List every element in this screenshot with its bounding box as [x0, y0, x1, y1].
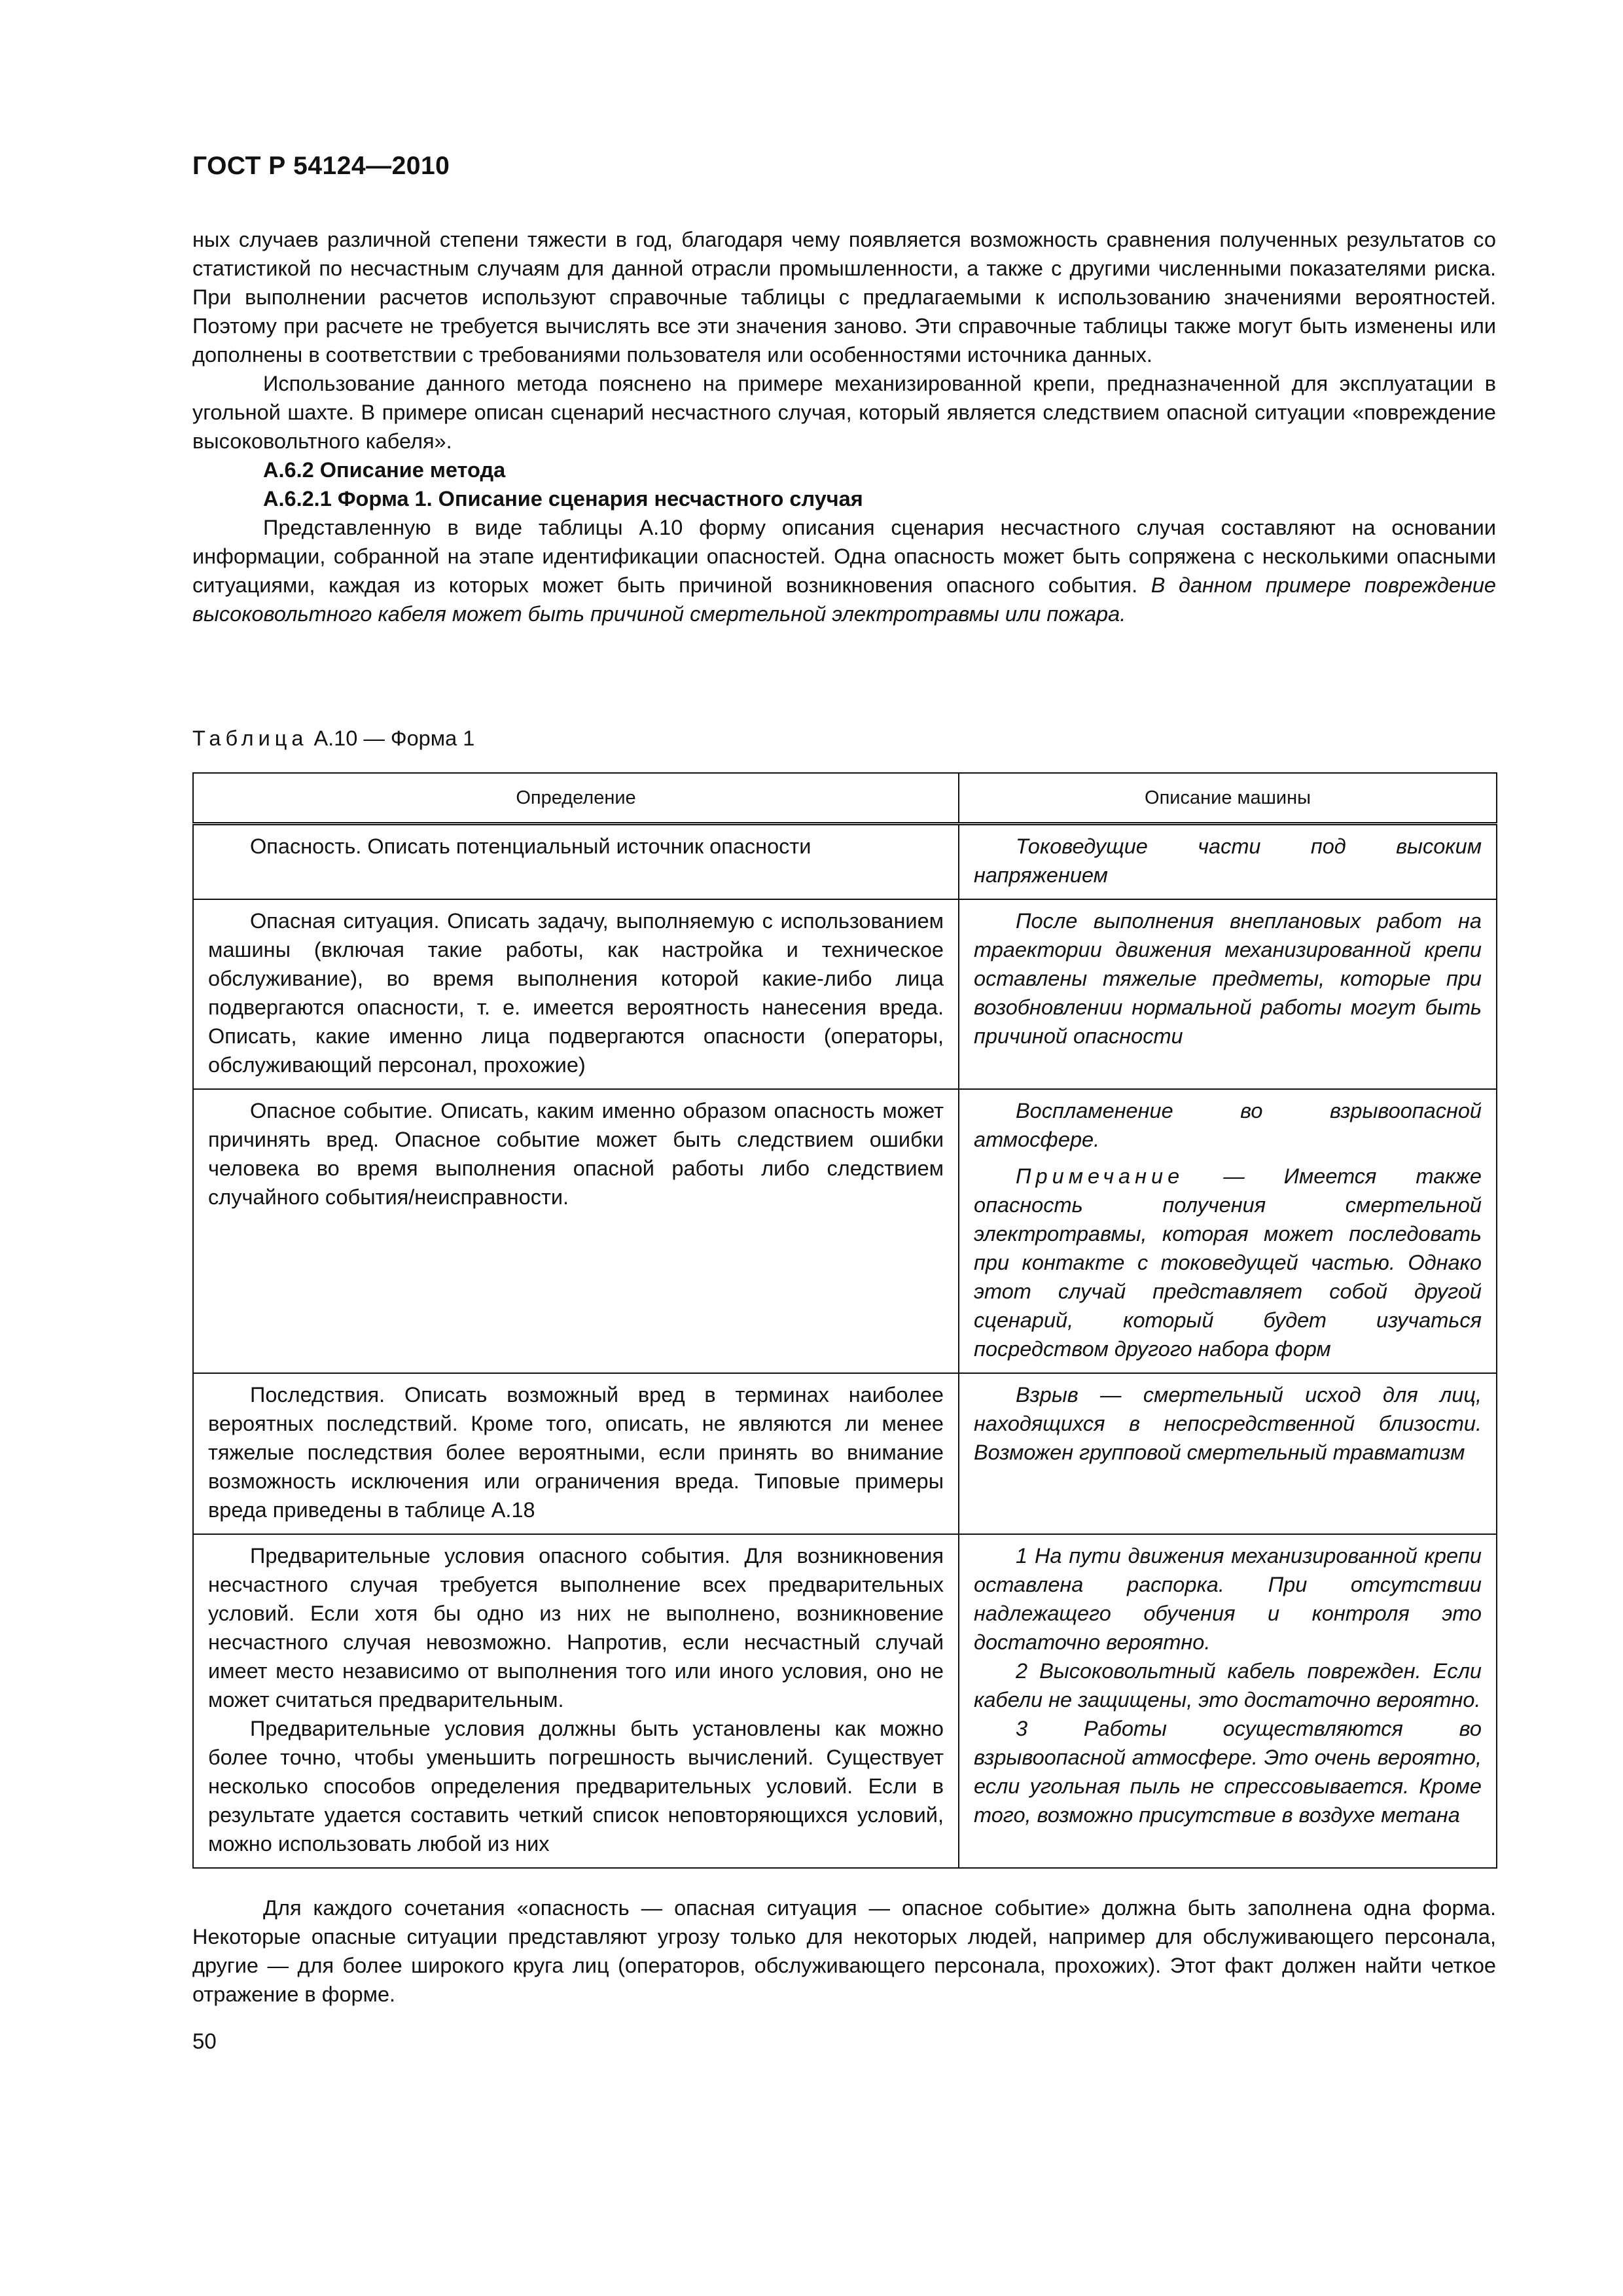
cell-text: Взрыв — смертельный исход для лиц, находящихся в непосредственной близости. Возможен групповой смертельный травматизм	[974, 1383, 1482, 1464]
note-label: Примечание	[1016, 1164, 1185, 1188]
form-1-table	[192, 772, 1497, 1869]
cell-text: После выполнения внеплановых работ на траектории движения механизированной крепи оставлены тяжелые предметы, которые при возобновлении нормальной работы могут быть причиной опасности	[974, 909, 1482, 1048]
cell-text: Токоведущие части под высоким напряжением	[974, 834, 1482, 887]
cell-text: 3 Работы осуществляются во взрывоопасной атмосфере. Это очень вероятно, если угольная пыль не спрессовывается. Кроме того, возможно присутствие в воздухе метана	[974, 1717, 1482, 1827]
col-header-definition: Определение	[193, 773, 959, 824]
table-row-hazardous-event	[193, 1089, 1497, 1373]
cell-consequences-definition	[193, 1373, 959, 1534]
cell-text: Воспламенение во взрывоопасной атмосфере.	[974, 1099, 1482, 1151]
cell-situation-definition	[193, 899, 959, 1089]
cell-text: Опасная ситуация. Описать задачу, выполняемую с использованием машины (включая такие работы, как настройка и техническое обслуживание), во время выполнения которой какие-либо лица подвергаются опасности, т. е. имеется вероятность нанесения вреда. Описать, какие именно лица подвергаются опасности (операторы, обслуживающий персонал, прохожие)	[208, 909, 944, 1077]
table-row-hazard	[193, 824, 1497, 900]
cell-text: 1 На пути движения механизированной крепи оставлена распорка. При отсутствии надлежащего обучения и контроля это достаточно вероятно.	[974, 1544, 1482, 1654]
note-text: — Имеется также опасность получения смертельной электротравмы, которая может последовать при контакте с токоведущей частью. Однако этот случай представляет собой другой сценарий, который будет изучаться посредством другого набора форм	[974, 1164, 1482, 1361]
cell-note	[974, 1162, 1482, 1363]
cell-hazard-description	[959, 824, 1497, 900]
intro-paragraph-3	[192, 513, 1496, 628]
cell-preconditions-description	[959, 1534, 1497, 1868]
cell-consequences-description	[959, 1373, 1497, 1534]
document-header: ГОСТ Р 54124—2010	[192, 152, 450, 180]
table-caption-title: А.10 — Форма 1	[313, 726, 475, 750]
table-row-consequences	[193, 1373, 1497, 1534]
table-row-hazardous-situation	[193, 899, 1497, 1089]
cell-text: Предварительные условия должны быть установлены как можно более точно, чтобы уменьшить погрешность вычислений. Существует несколько способов определения предварительных условий. Если в результате удается составить четкий список неповторяющихся условий, можно использовать любой из них	[208, 1717, 944, 1856]
cell-event-definition	[193, 1089, 959, 1373]
cell-situation-description	[959, 899, 1497, 1089]
intro-paragraph-1: ных случаев различной степени тяжести в год, благодаря чему появляется возможность сравнения полученных результатов со статистикой по несчастным случаям для данной отрасли промышленности, а также с другими численными показателями риска. При выполнении расчетов используют справочные таблицы с предлагаемыми к использованию значениями вероятностей. Поэтому при расчете не требуется вычислять все эти значения заново. Эти справочные таблицы также могут быть изменены или дополнены в соответствии с требованиями пользователя или особенностями источника данных.	[192, 228, 1496, 367]
page-number: 50	[192, 2029, 217, 2053]
cell-preconditions-definition	[193, 1534, 959, 1868]
table-caption	[192, 724, 474, 753]
col-header-machine-description: Описание машины	[959, 773, 1497, 824]
cell-event-description	[959, 1089, 1497, 1373]
intro-paragraph-2: Использование данного метода пояснено на примере механизированной крепи, предназначенной для эксплуатации в угольной шахте. В примере описан сценарий несчастного случая, который является следствием опасной ситуации «повреждение высоковольтного кабеля».	[192, 372, 1496, 453]
cell-text: Последствия. Описать возможный вред в терминах наиболее вероятных последствий. Кроме того, описать, не являются ли менее тяжелые последствия более вероятными, если принять во внимание возможность исключения или ограничения вреда. Типовые примеры вреда приведены в таблице А.18	[208, 1383, 944, 1522]
table-row-preconditions	[193, 1534, 1497, 1868]
intro-section	[192, 225, 1496, 628]
outro-paragraph: Для каждого сочетания «опасность — опасная ситуация — опасное событие» должна быть заполнена одна форма. Некоторые опасные ситуации представляют угрозу только для некоторых людей, например для обслуживающего персонала, другие — для более широкого круга лиц (операторов, обслуживающего персонала, прохожих). Этот факт должен найти четкое отражение в форме.	[192, 1896, 1496, 2006]
section-heading-a621: А.6.2.1 Форма 1. Описание сценария несчастного случая	[263, 487, 863, 511]
cell-text: Предварительные условия опасного события. Для возникновения несчастного случая требуется выполнение всех предварительных условий. Если хотя бы одно из них не выполнено, возникновение несчастного случая невозможно. Напротив, если несчастный случай имеет место независимо от выполнения того или иного условия, оно не может считаться предварительным.	[208, 1544, 944, 1712]
section-heading-a62: А.6.2 Описание метода	[263, 458, 506, 482]
table-header-row	[193, 773, 1497, 824]
intro-paragraph-3-text: Представленную в виде таблицы А.10 форму описания сценария несчастного случая составляют на основании информации, собранной на этапе идентификации опасностей. Одна опасность может быть сопряжена с несколькими опасными ситуациями, каждая из которых может быть причиной возникновения опасного события.	[192, 516, 1496, 597]
intro-paragraph-3-italic: В данном примере повреждение высоковольтного кабеля может быть причиной смертельной электротравмы или пожара.	[192, 573, 1496, 626]
cell-text: Опасное событие. Описать, каким именно образом опасность может причинять вред. Опасное событие может быть следствием ошибки человека во время выполнения опасной работы либо следствием случайного события/неисправности.	[208, 1099, 944, 1209]
cell-text: Опасность. Описать потенциальный источник опасности	[250, 834, 812, 858]
cell-text: 2 Высоковольтный кабель поврежден. Если кабели не защищены, это достаточно вероятно.	[974, 1659, 1482, 1712]
cell-hazard-definition	[193, 824, 959, 900]
table-caption-label: Таблица	[192, 726, 308, 750]
outro-section	[192, 1893, 1496, 2009]
